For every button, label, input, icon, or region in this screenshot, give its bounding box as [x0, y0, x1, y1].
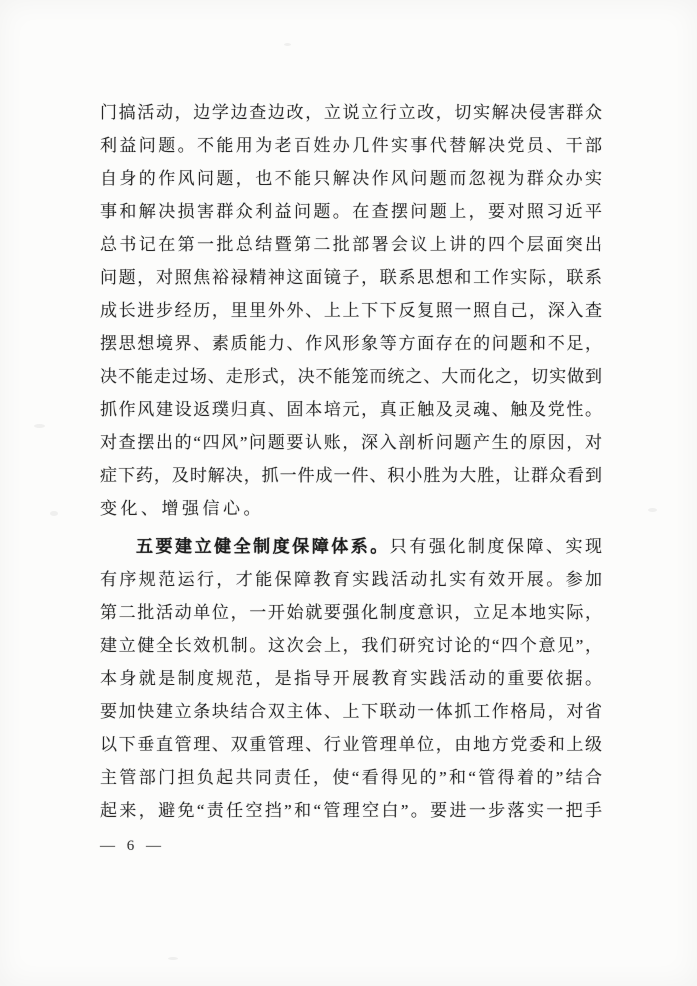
text-line: 利益问题。不能用为老百姓办几件实事代替解决党员、干部 [100, 136, 602, 155]
text-line: 自身的作风问题，也不能只解决作风问题而忽视为群众办实 [100, 169, 602, 188]
scan-speck [34, 424, 45, 428]
text-line: 成长进步经历，里里外外、上上下下反复照一照自己，深入查 [100, 301, 602, 320]
scan-speck [284, 43, 291, 46]
text-line: 总书记在第一批总结暨第二批部署会议上讲的四个层面突出 [100, 235, 602, 254]
document-body [100, 96, 602, 827]
bold-lead-text: 五要建立健全制度保障体系。 [136, 537, 390, 556]
text-line: 事和解决损害群众利益问题。在查摆问题上，要对照习近平 [100, 202, 602, 221]
text-line: 门搞活动，边学边查边改，立说立行立改，切实解决侵害群众 [100, 103, 602, 122]
text-line: 主管部门担负起共同责任，使“看得见的”和“管得着的”结合 [100, 768, 602, 787]
text-line: 起来，避免“责任空挡”和“管理空白”。要进一步落实一把手 [100, 801, 602, 820]
scan-speck [168, 957, 178, 960]
scan-speck [648, 508, 657, 512]
line-text: 只有强化制度保障、实现 [389, 537, 603, 556]
text-line: 变化、增强信心。 [100, 499, 264, 518]
paragraph [100, 96, 602, 525]
text-line: 抓作风建设返璞归真、固本培元，真正触及灵魂、触及党性。 [100, 400, 602, 419]
text-line: 要加快建立条块结合双主体、上下联动一体抓工作格局，对省 [100, 702, 602, 721]
page-number-label: — 6 — [100, 838, 162, 854]
text-line: 摆思想境界、素质能力、作风形象等方面存在的问题和不足， [100, 334, 602, 353]
text-line: 对查摆出的“四风”问题要认账，深入剖析问题产生的原因，对 [100, 433, 602, 452]
text-line: 第二批活动单位，一开始就要强化制度意识，立足本地实际， [100, 603, 602, 622]
text-line [100, 530, 602, 563]
page-number [100, 834, 162, 858]
text-line: 有序规范运行，才能保障教育实践活动扎实有效开展。参加 [100, 570, 602, 589]
scan-speck [50, 511, 58, 516]
text-line: 本身就是制度规范，是指导开展教育实践活动的重要依据。 [100, 669, 602, 688]
text-line: 问题，对照焦裕禄精神这面镜子，联系思想和工作实际，联系 [100, 268, 602, 287]
text-line: 症下药，及时解决，抓一件成一件、积小胜为大胜，让群众看到 [100, 466, 602, 485]
paragraph [100, 530, 602, 827]
text-line: 以下垂直管理、双重管理、行业管理单位，由地方党委和上级 [100, 735, 602, 754]
text-line: 决不能走过场、走形式，决不能笼而统之、大而化之，切实做到 [100, 367, 602, 386]
text-line: 建立健全长效机制。这次会上，我们研究讨论的“四个意见”， [100, 636, 602, 655]
